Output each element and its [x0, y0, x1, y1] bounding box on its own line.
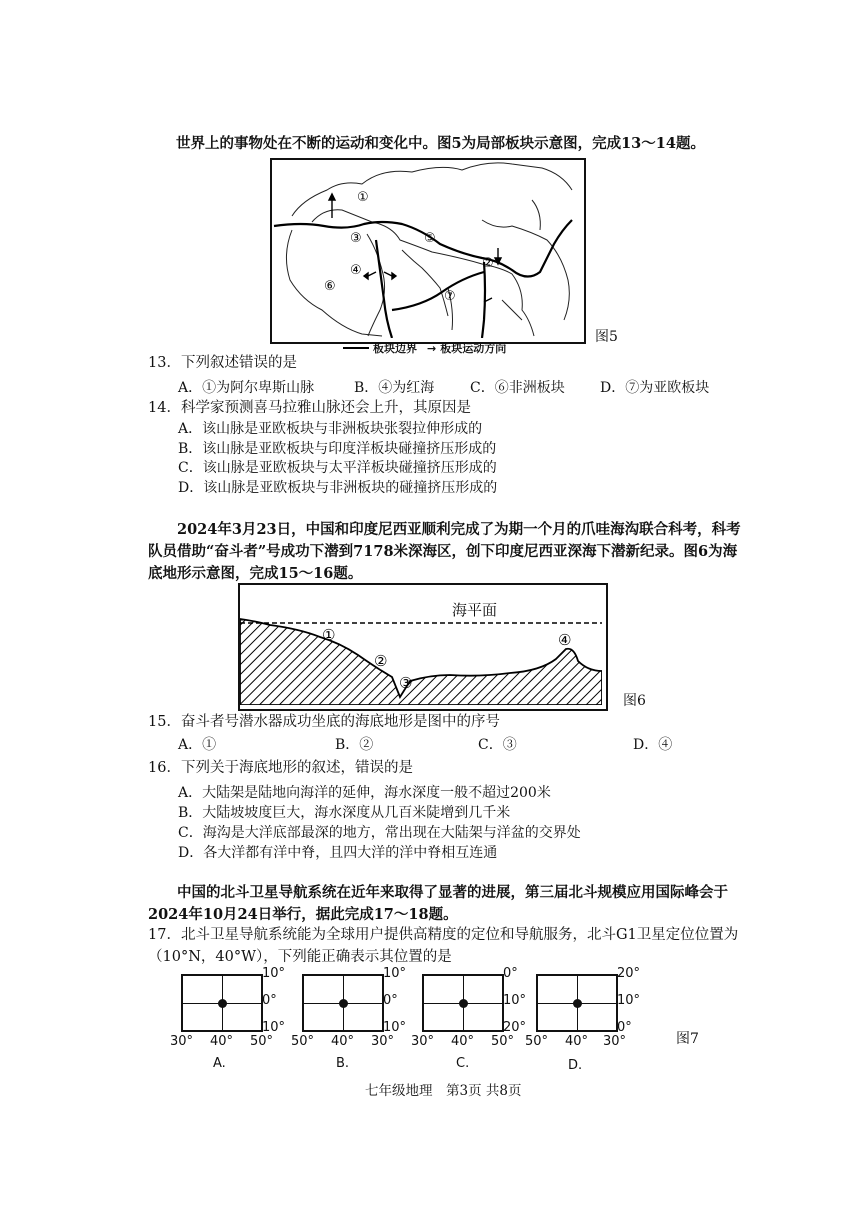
sea-level-label: 海平面	[452, 601, 498, 619]
q16-option-b[interactable]: B．大陆坡坡度巨大，海水深度从几百米陡增到几千米	[178, 805, 511, 821]
marker-1: ①	[357, 190, 369, 205]
grid-a-letter[interactable]: A.	[213, 1056, 226, 1071]
intro-paragraph-3: 中国的北斗卫星导航系统在近年来取得了显著的进展，第三届北斗规模应用国际峰会于2024年10月24日举行，据此完成17～18题。	[148, 884, 728, 923]
plate-map-drawing	[272, 160, 580, 338]
q16-option-a[interactable]: A．大陆架是陆地向海洋的延伸，海水深度一般不超过200米	[178, 785, 551, 801]
grid-d-left-tick: 50°	[525, 1034, 549, 1049]
question-14-stem: 14．科学家预测喜马拉雅山脉还会上升，其原因是	[148, 400, 471, 416]
arrow-swatch-icon: →	[427, 341, 437, 355]
q14-option-b[interactable]: B．该山脉是亚欧板块与印度洋板块碰撞挤压形成的	[178, 441, 497, 457]
grid-a[interactable]	[181, 974, 263, 1032]
grid-b-top-tick: 10°	[383, 966, 407, 981]
marker-6: ⑥	[324, 279, 336, 294]
q14-option-a[interactable]: A．该山脉是亚欧板块与非洲板块张裂拉伸形成的	[178, 421, 483, 437]
marker-2: ②	[482, 256, 494, 271]
seafloor-profile	[240, 585, 602, 705]
location-dot	[339, 999, 348, 1008]
marker-trench: ③	[399, 674, 413, 692]
grid-a-left-tick: 30°	[170, 1034, 194, 1049]
grid-c-top-tick: 0°	[503, 966, 518, 981]
grid-d[interactable]	[536, 974, 618, 1032]
grid-c-bottom-tick: 20°	[503, 1020, 527, 1035]
grid-b-center-tick: 0°	[383, 993, 398, 1008]
marker-5: ⑤	[424, 231, 436, 246]
figure-5-legend	[343, 340, 506, 356]
grid-c-letter[interactable]: C.	[456, 1056, 470, 1071]
question-15-stem: 15．奋斗者号潜水器成功坐底的海底地形是图中的序号	[148, 714, 500, 730]
grid-c[interactable]	[422, 974, 504, 1032]
grid-d-right-tick: 30°	[603, 1034, 627, 1049]
page-footer: 七年级地理 第3页 共8页	[365, 1083, 522, 1099]
grid-b-bottom-tick: 10°	[383, 1020, 407, 1035]
grid-d-letter[interactable]: D.	[568, 1058, 583, 1073]
intro-paragraph-1: 世界上的事物处在不断的运动和变化中。图5为局部板块示意图，完成13～14题。	[176, 135, 705, 152]
legend-boundary-label: 板块边界	[373, 342, 417, 355]
grid-b-left-tick: 50°	[291, 1034, 315, 1049]
seafloor-shape	[240, 619, 602, 705]
grid-d-top-tick: 20°	[617, 966, 641, 981]
grid-a-right-tick: 50°	[250, 1034, 274, 1049]
grid-d-bottom-tick: 0°	[617, 1020, 632, 1035]
grid-d-center-tick: 10°	[617, 993, 641, 1008]
grid-a-center-tick: 0°	[262, 993, 277, 1008]
grid-c-mid-tick: 40°	[451, 1034, 475, 1049]
location-dot	[459, 999, 468, 1008]
grid-c-left-tick: 30°	[411, 1034, 435, 1049]
figure-5-plate-map	[270, 158, 586, 344]
question-13-stem: 13．下列叙述错误的是	[148, 355, 297, 371]
q15-option-c[interactable]: C．③	[478, 737, 517, 753]
grid-a-bottom-tick: 10°	[262, 1020, 286, 1035]
grid-a-mid-tick: 40°	[210, 1034, 234, 1049]
intro-paragraph-2: 2024年3月23日，中国和印度尼西亚顺利完成了为期一个月的爪哇海沟联合科考，科考队员借助“奋斗者”号成功下潜到7178米深海区，创下印度尼西亚深海下潜新纪录。图6为海底地形示意图，完成15～16题。	[148, 521, 741, 582]
question-16-stem: 16．下列关于海底地形的叙述，错误的是	[148, 760, 413, 776]
q16-option-c[interactable]: C．海沟是大洋底部最深的地方，常出现在大陆架与洋盆的交界处	[178, 825, 581, 841]
q15-option-a[interactable]: A．①	[178, 737, 217, 753]
grid-d-mid-tick: 40°	[565, 1034, 589, 1049]
q13-option-b[interactable]: B．④为红海	[354, 380, 435, 396]
grid-c-center-tick: 10°	[503, 993, 527, 1008]
marker-3: ③	[350, 231, 362, 246]
q13-option-a[interactable]: A．①为阿尔卑斯山脉	[178, 380, 315, 396]
grid-a-top-tick: 10°	[262, 966, 286, 981]
q13-option-c[interactable]: C．⑥非洲板块	[470, 380, 565, 396]
figure-5-label: 图5	[595, 329, 618, 345]
q16-option-d[interactable]: D．各大洋都有洋中脊，且四大洋的洋中脊相互连通	[178, 845, 498, 861]
q14-option-d[interactable]: D．该山脉是亚欧板块与非洲板块的碰撞挤压形成的	[178, 480, 498, 496]
marker-continental-slope: ②	[374, 652, 388, 670]
figure-6-seafloor	[238, 583, 608, 711]
location-dot	[573, 999, 582, 1008]
grid-b-letter[interactable]: B.	[336, 1056, 350, 1071]
figure-6-label: 图6	[623, 693, 646, 709]
q15-option-d[interactable]: D．④	[633, 737, 673, 753]
grid-c-right-tick: 50°	[491, 1034, 515, 1049]
grid-b[interactable]	[302, 974, 384, 1032]
marker-7: ⑦	[444, 289, 456, 304]
legend-motion-label: 板块运动方向	[440, 342, 507, 355]
marker-4: ④	[350, 263, 362, 278]
grid-b-right-tick: 30°	[371, 1034, 395, 1049]
figure-7-label: 图7	[676, 1031, 699, 1047]
q15-option-b[interactable]: B．②	[335, 737, 374, 753]
grid-b-mid-tick: 40°	[331, 1034, 355, 1049]
q14-option-c[interactable]: C．该山脉是亚欧板块与太平洋板块碰撞挤压形成的	[178, 460, 497, 476]
question-17-stem: 17．北斗卫星导航系统能为全球用户提供高精度的定位和导航服务，北斗G1卫星定位位置为（10°N，40°W），下列能正确表示其位置的是	[148, 927, 739, 965]
boundary-line-swatch	[343, 347, 369, 349]
marker-ridge: ④	[558, 631, 572, 649]
location-dot	[218, 999, 227, 1008]
q13-option-d[interactable]: D．⑦为亚欧板块	[600, 380, 710, 396]
marker-continental-shelf: ①	[322, 626, 336, 644]
